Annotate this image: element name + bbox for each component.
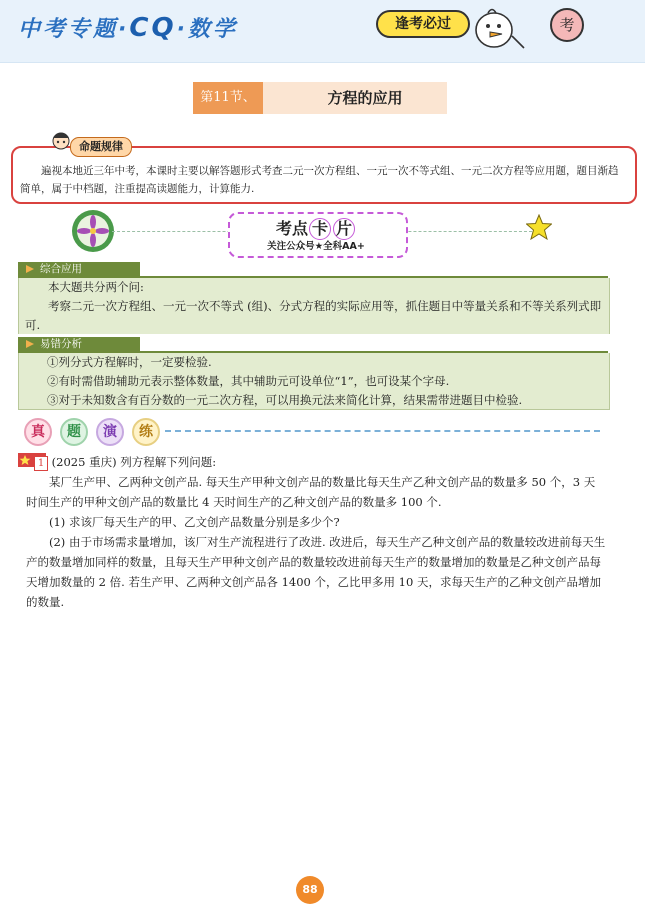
comprehensive-line-2: 考察二元一次方程组、一元一次不等式 (组)、分式方程的实际应用等，抓住题目中等量关系和不等关系列式即可. bbox=[25, 299, 602, 332]
practice-char-2: 题 bbox=[60, 418, 88, 446]
error-item-3: ③对于未知数含有百分数的一元二次方程，可以用换元法来简化计算，结果需带进题目中检验. bbox=[47, 393, 523, 407]
practice-char-4: 练 bbox=[132, 418, 160, 446]
knowledge-card-subtitle: 关注公众号★全科AA+ bbox=[267, 241, 365, 252]
error-item-2: ②有时需借助辅助元表示整体数量，其中辅助元可设单位“1”，也可设某个字母. bbox=[47, 374, 450, 388]
error-item-1: ①列分式方程解时，一定要检验. bbox=[47, 355, 212, 369]
flower-icon bbox=[70, 208, 116, 254]
question-source: (2025 重庆) 列方程解下列问题: bbox=[51, 455, 217, 469]
star-icon bbox=[526, 214, 552, 240]
play-arrow-icon bbox=[26, 265, 34, 273]
comprehensive-line-1: 本大题共分两个问: bbox=[48, 280, 144, 294]
question-body bbox=[26, 452, 606, 612]
kao-badge: 考 bbox=[550, 8, 584, 42]
chick-mascot-icon bbox=[470, 2, 526, 52]
practice-char-3: 演 bbox=[96, 418, 124, 446]
comprehensive-tab bbox=[18, 262, 140, 276]
brand-title: 中考专题·CQ·数学 bbox=[18, 13, 238, 43]
practice-char-1: 真 bbox=[24, 418, 52, 446]
proposition-rule-label: 命题规律 bbox=[70, 137, 132, 157]
question-part-1: (1) 求该厂每天生产的甲、乙文创产品数量分别是多少个? bbox=[49, 515, 340, 529]
question-part-2: (2) 由于市场需求量增加，该厂对生产流程进行了改进. 改进后，每天生产乙种文创产品的数量较改进前每天生产的数量增加同样的数量，且每天生产甲种文创产品的数量较改进前每天生产的数量增加的数量是乙种文创产品每天增加数量的 2 倍. 若生产甲、乙两种文创产品各 1400 个，乙比甲多用 10 天，求每天生产的乙种文创产品增加的数量. bbox=[26, 535, 606, 609]
card-title-prefix: 考点 bbox=[275, 219, 308, 238]
comprehensive-box bbox=[18, 278, 610, 334]
question-stem: 某厂生产甲、乙两种文创产品. 每天生产甲种文创产品的数量比每天生产乙种文创产品的数量多 50 个，3 天时间生产的甲种文创产品的数量比 4 天时间生产的乙种文创产品的数量多 100 个. bbox=[26, 475, 596, 509]
play-arrow-icon bbox=[26, 340, 34, 348]
error-analysis-box bbox=[18, 353, 610, 410]
knowledge-card-title bbox=[228, 216, 404, 240]
error-analysis-tab-label: 易错分析 bbox=[40, 338, 82, 350]
card-title-char-2: 片 bbox=[333, 218, 355, 240]
slogan-badge: 逢考必过 bbox=[376, 10, 470, 38]
card-title-char-1: 卡 bbox=[309, 218, 331, 240]
error-analysis-tab bbox=[18, 337, 140, 351]
page-number-badge: 88 bbox=[296, 876, 324, 904]
brand-right: 数学 bbox=[187, 17, 238, 42]
comprehensive-tab-label: 综合应用 bbox=[40, 263, 82, 275]
student-avatar-icon bbox=[50, 128, 72, 154]
section-title: 方程的应用 bbox=[327, 89, 403, 107]
proposition-rule-text: 遍视本地近三年中考，本课时主要以解答题形式考查二元一次方程组、一元一次不等式组、一元二次方程等应用题，题目渐趋简单，属于中档题，注重提高读题能力，计算能力. bbox=[20, 165, 619, 195]
question-number: 1 bbox=[34, 456, 48, 471]
brand-cq-logo: CQ bbox=[129, 13, 177, 43]
practice-dashed-line bbox=[165, 430, 600, 432]
section-number: 第11节、 bbox=[193, 82, 263, 114]
brand-left: 中考专题 bbox=[18, 17, 119, 42]
